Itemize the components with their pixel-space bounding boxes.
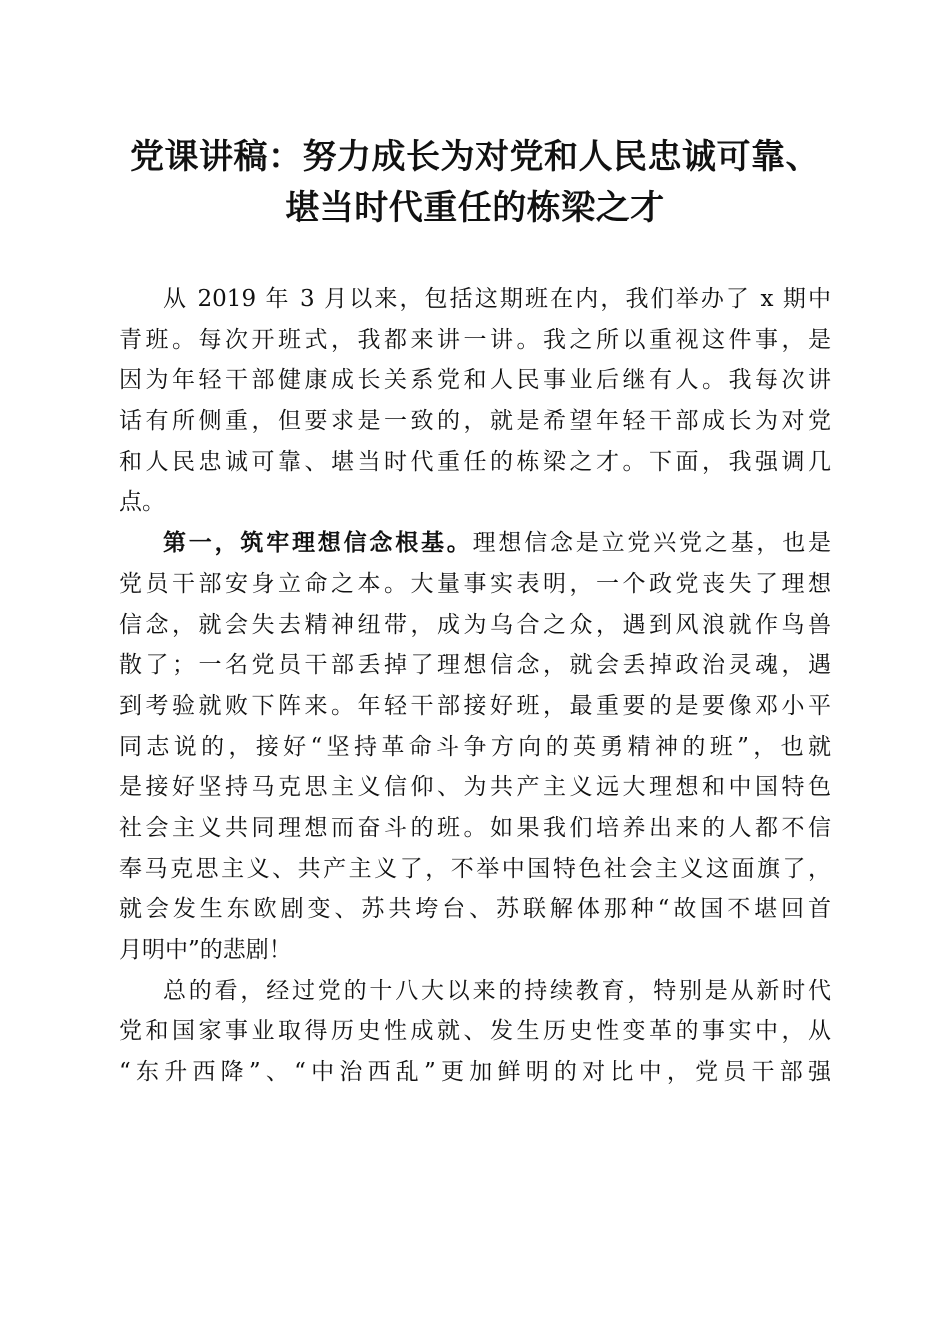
text-line: 点。	[119, 489, 165, 516]
text-line: 从 2019 年 3 月以来，包括这期班在内，我们举办了 x 期中	[163, 286, 831, 312]
text-line: 党员干部安身立命之本。大量事实表明，一个政党丧失了理想	[119, 570, 831, 597]
text-line: “东升西降”、“中治西乱”更加鲜明的对比中，党员干部强	[119, 1059, 831, 1086]
text-line: 话有所侧重，但要求是一致的，就是希望年轻干部成长为对党	[119, 408, 831, 435]
text-line: 信念，就会失去精神纽带，成为乌合之众，遇到风浪就作鸟兽	[119, 611, 831, 638]
paragraph-summary	[119, 971, 831, 1093]
text-line: 同志说的，接好“坚持革命斗争方向的英勇精神的班”，也就	[119, 733, 831, 760]
paragraph-intro	[119, 279, 831, 523]
text-line: 社会主义共同理想而奋斗的班。如果我们培养出来的人都不信	[119, 814, 831, 841]
text-line: 因为年轻干部健康成长关系党和人民事业后继有人。我每次讲	[119, 367, 831, 394]
text-line: 到考验就败下阵来。年轻干部接好班，最重要的是要像邓小平	[119, 692, 831, 719]
title-line-2: 堪当时代重任的栋梁之才	[285, 188, 665, 228]
text-line: 就会发生东欧剧变、苏共垮台、苏联解体那种“故国不堪回首	[119, 896, 831, 923]
text-line: 散了；一名党员干部丢掉了理想信念，就会丢掉政治灵魂，遇	[119, 652, 831, 679]
section-heading: 第一，筑牢理想信念根基。	[163, 529, 473, 557]
text-line: 是接好坚持马克思主义信仰、为共产主义远大理想和中国特色	[119, 774, 831, 801]
text-line: 奉马克思主义、共产主义了，不举中国特色社会主义这面旗了，	[119, 855, 831, 882]
text-line: 青班。每次开班式，我都来讲一讲。我之所以重视这件事，是	[119, 326, 831, 353]
text-line: 党和国家事业取得历史性成就、发生历史性变革的事实中，从	[119, 1018, 831, 1045]
document-body	[119, 279, 831, 1093]
text-line: 月明中”的悲剧！	[119, 937, 292, 963]
title-line-1: 党课讲稿：努力成长为对党和人民忠诚可靠、	[130, 137, 820, 177]
text-line: 总的看，经过党的十八大以来的持续教育，特别是从新时代	[163, 977, 831, 1004]
paragraph-ideals	[119, 523, 831, 971]
text-run: 理想信念是立党兴党之基，也是	[472, 530, 832, 557]
text-line	[119, 523, 831, 564]
document-title	[100, 132, 850, 234]
text-line: 和人民忠诚可靠、堪当时代重任的栋梁之才。下面，我强调几	[119, 448, 831, 475]
